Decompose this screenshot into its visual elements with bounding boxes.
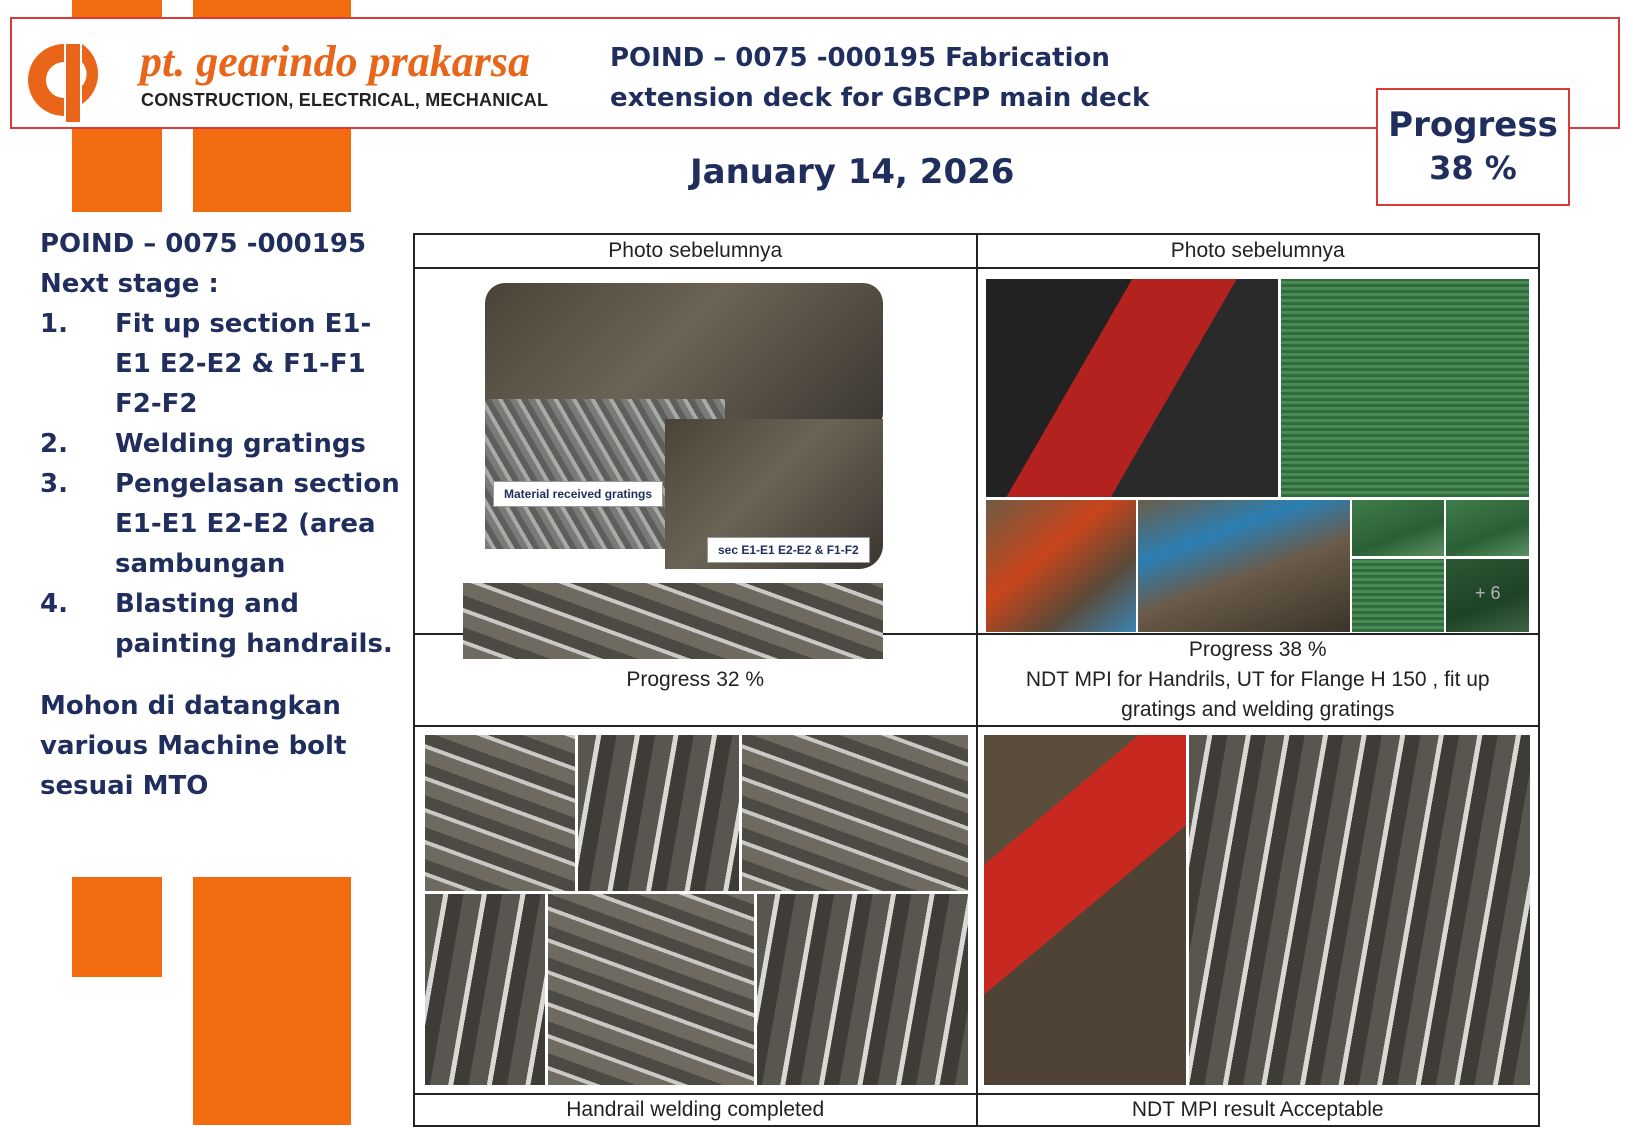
handrail-photo-1 [425, 735, 575, 891]
caption-progress-left: Progress 32 % [414, 634, 977, 726]
column-header-left: Photo sebelumnya [414, 234, 977, 268]
section-label: sec E1-E1 E2-E2 & F1-F2 [707, 537, 870, 563]
footer-caption-right: NDT MPI result Acceptable [977, 1094, 1540, 1126]
list-item [40, 584, 405, 664]
list-item-number: 4. [40, 589, 68, 619]
next-stage-list [40, 304, 405, 664]
photo-collage-ndt [977, 726, 1540, 1094]
grinding-work-photo [986, 500, 1136, 632]
next-stage-panel [40, 224, 405, 806]
caption-progress-right-detail: NDT MPI for Handrils, UT for Flange H 150 , fit up gratings and welding gratings [1025, 668, 1490, 721]
grating-thumbnail-photo-3 [1352, 559, 1444, 632]
footer-caption-left: Handrail welding completed [414, 1094, 977, 1126]
more-photos-count: + 6 [1474, 583, 1501, 603]
gp-logo-icon [20, 38, 122, 122]
company-name: pt. gearindo prakarsa [140, 37, 530, 86]
progress-value: 38 % [1429, 149, 1517, 187]
document-title-line-2: extension deck for GBCPP main deck [610, 83, 1150, 113]
list-item-text: Welding gratings [115, 429, 366, 459]
grating-thumbnail-photo-2 [1446, 500, 1529, 556]
ndt-mpi-worker-photo [984, 735, 1186, 1085]
deco-block-bottom-left [72, 877, 162, 977]
grating-panels-photo [1281, 279, 1529, 497]
handrail-photo-4 [425, 894, 545, 1085]
deco-block-bottom-right [193, 877, 351, 1125]
document-title [610, 38, 1250, 118]
ndt-inspection-photo [986, 279, 1278, 497]
material-received-label: Material received gratings [493, 481, 663, 507]
list-item-number: 2. [40, 429, 68, 459]
list-item-text: Blasting and painting handrails. [115, 589, 393, 659]
photo-progress-table [413, 233, 1540, 1127]
fabricated-sections-photo [463, 583, 883, 659]
list-item [40, 464, 405, 584]
reference-number: POIND – 0075 -000195 [40, 229, 367, 259]
handrail-photo-2 [578, 735, 739, 891]
progress-label: Progress [1388, 105, 1558, 145]
handrail-assembly-photo [1189, 735, 1530, 1085]
request-note: Mohon di datangkan various Machine bolt sesuai MTO [40, 691, 347, 801]
company-tagline: CONSTRUCTION, ELECTRICAL, MECHANICAL [141, 90, 549, 110]
column-header-right: Photo sebelumnya [977, 234, 1540, 268]
list-item-text: Pengelasan section E1-E1 E2-E2 (area sambungan [115, 469, 400, 579]
handrail-photo-3 [742, 735, 968, 891]
list-item [40, 304, 405, 424]
photo-collage-handrail [414, 726, 977, 1094]
list-item-number: 1. [40, 309, 68, 339]
list-item-text: Fit up section E1-E1 E2-E2 & F1-F1 F2-F2 [115, 309, 372, 419]
photo-collage-previous-right [977, 268, 1540, 634]
caption-progress-right-value: Progress 38 % [1188, 638, 1327, 661]
welding-grating-photo [1138, 500, 1350, 632]
caption-progress-right [977, 634, 1540, 726]
handrail-photo-6 [757, 894, 968, 1085]
grating-thumbnail-photo-1 [1352, 500, 1444, 556]
report-date: January 14, 2026 [690, 152, 1015, 192]
photo-collage-previous-left [414, 268, 977, 634]
progress-box [1376, 88, 1570, 206]
more-photos-thumbnail [1446, 559, 1529, 632]
list-item-number: 3. [40, 469, 68, 499]
handrail-photo-5 [548, 894, 754, 1085]
next-stage-heading: Next stage : [40, 269, 219, 299]
document-title-line-1: POIND – 0075 -000195 Fabrication [610, 43, 1110, 73]
list-item [40, 424, 405, 464]
